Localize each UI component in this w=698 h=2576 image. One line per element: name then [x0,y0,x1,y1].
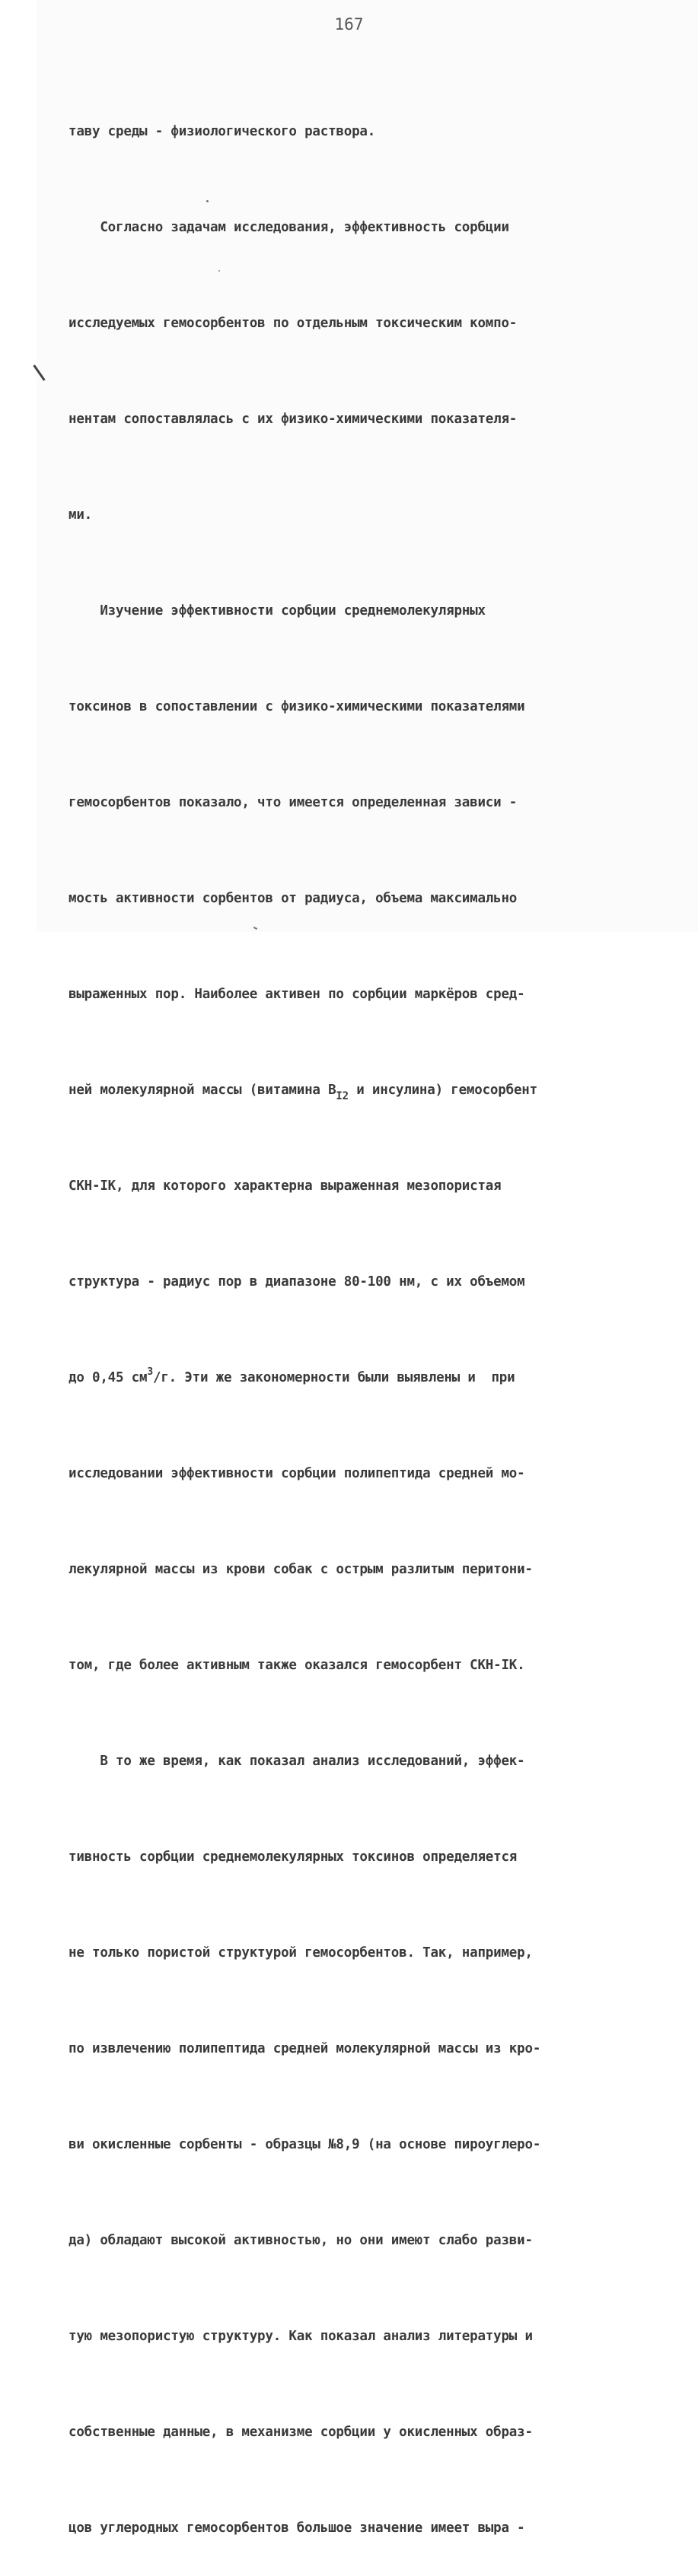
text-line: ми. [69,507,93,523]
text-line: тую мезопористую структуру. Как показал анализ литературы и [69,2329,533,2344]
text-line: нентам сопоставлялась с их физико-химическими показателя- [69,412,518,427]
text-line: собственные данные, в механизме сорбции у окисленных образ- [69,2425,533,2440]
text-line: структура - радиус пор в диапазоне 80-100 нм, с их объемом [69,1274,525,1290]
subscript: I2 [336,1090,349,1102]
superscript: 3 [147,1366,153,1378]
text-line-cm3 [69,1362,662,1394]
text-line: да) обладают высокой активностью, но они имеют слабо разви- [69,2233,533,2248]
text-line: таву среды - физиологического раствора. [69,124,376,139]
text-segment: /г. Эти же закономерности были выявлены и при [153,1370,515,1385]
text-line: лекулярной массы из крови собак с острым разлитым перитони- [69,1562,533,1577]
text-line: мость активности сорбентов от радиуса, объема максимально [69,891,518,906]
text-line-b12 [69,1074,662,1106]
specks [218,270,220,272]
text-line: том, где более активным также оказался гемосорбент СКН-IК. [69,1658,525,1673]
text-line: Изучение эффективности сорбции среднемолекулярных [69,603,486,619]
specks [206,200,209,202]
text-line: тивность сорбции среднемолекулярных токсинов определяется [69,1849,518,1865]
text-line: В то же время, как показал анализ исследований, эффек- [69,1754,525,1769]
page-number: 167 [334,15,364,33]
text-line: не только пористой структурой гемосорбентов. Так, например, [69,1945,533,1961]
text-line: токсинов в сопоставлении с физико-химическими показателями [69,699,525,714]
text-line: ви окисленные сорбенты - образцы №8,9 (на основе пироуглеро- [69,2137,541,2152]
text-line: исследовании эффективности сорбции полипептида средней мо- [69,1466,525,1481]
text-line: СКН-IК, для которого характерна выраженная мезопористая [69,1178,502,1194]
text-line: цов углеродных гемосорбентов большое значение имеет выра - [69,2520,525,2536]
text-line: по извлечению полипептида средней молекулярной массы из кро- [69,2041,541,2056]
text-segment: ней молекулярной массы (витамина B [69,1083,336,1098]
text-line: выраженных пор. Наиболее активен по сорбции маркёров сред- [69,987,525,1002]
text-line: гемосорбентов показало, что имеется определенная зависи - [69,795,518,810]
body-text [69,52,662,2576]
text-segment: до 0,45 см [69,1370,148,1385]
text-line: Согласно задачам исследования, эффективность сорбции [69,220,509,235]
text-segment: и инсулина) гемосорбент [348,1083,537,1098]
text-line: исследуемых гемосорбентов по отдельным токсическим компо- [69,316,518,331]
